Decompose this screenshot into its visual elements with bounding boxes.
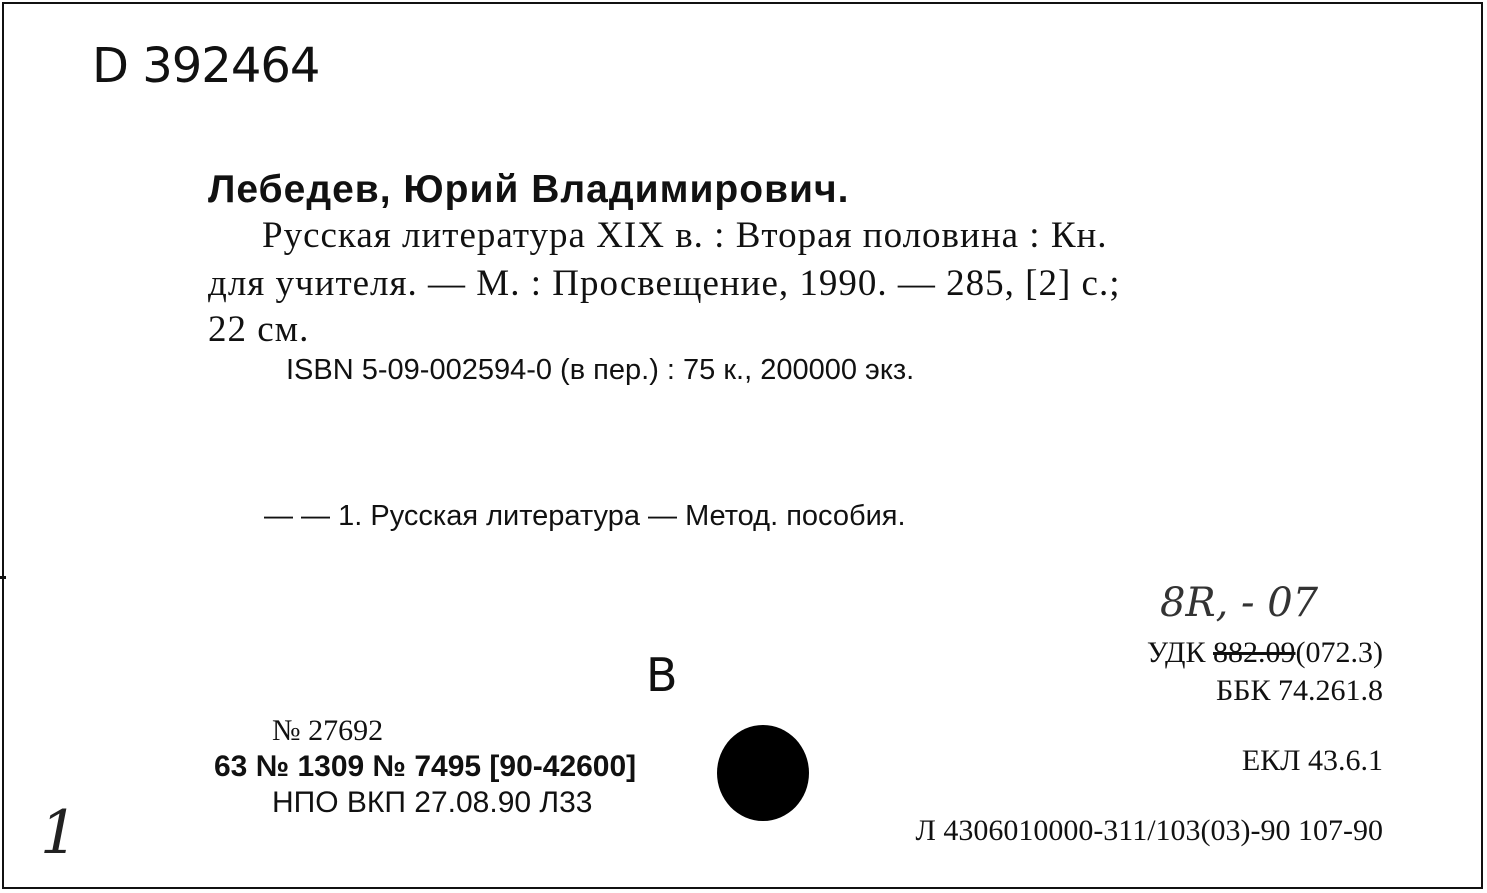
handwritten-annotation: 8R, - 07 (1160, 580, 1319, 626)
title-line-3: 22 см. (208, 309, 310, 350)
card-edge-mark (0, 576, 6, 579)
isbn-line: ISBN 5-09-002594-0 (в пер.) : 75 к., 200000 экз. (286, 354, 915, 386)
udk-label: УДК (1146, 636, 1206, 669)
subject-line: — — 1. Русская литература — Метод. пособия. (264, 500, 906, 532)
record-number: № 27692 (272, 714, 384, 747)
title-line-2: для учителя. — М. : Просвещение, 1990. — 285, [2] с.; (208, 263, 1121, 304)
print-order-line: 63 № 1309 № 7495 [90-42600] (214, 750, 637, 783)
letter-mark: В (646, 648, 678, 702)
author-heading: Лебедев, Юрий Владимирович. (208, 168, 850, 211)
bottom-code-line: Л 4306010000-311/103(03)-90 107-90 (915, 814, 1383, 847)
shelf-mark: D 392464 (92, 38, 320, 94)
handwritten-number: 1 (40, 798, 79, 868)
publisher-line: НПО ВКП 27.08.90 Л33 (272, 786, 593, 819)
udk-classification (1147, 636, 1383, 670)
udk-value-struck: 882.09 (1213, 636, 1296, 669)
bbk-classification: ББК 74.261.8 (1216, 674, 1383, 707)
ekl-classification: ЕКЛ 43.6.1 (1241, 744, 1383, 777)
title-line-1: Русская литература XIX в. : Вторая половина : Кн. (262, 215, 1108, 256)
punch-hole-dot (717, 725, 809, 821)
udk-value-rest: (072.3) (1295, 636, 1383, 669)
